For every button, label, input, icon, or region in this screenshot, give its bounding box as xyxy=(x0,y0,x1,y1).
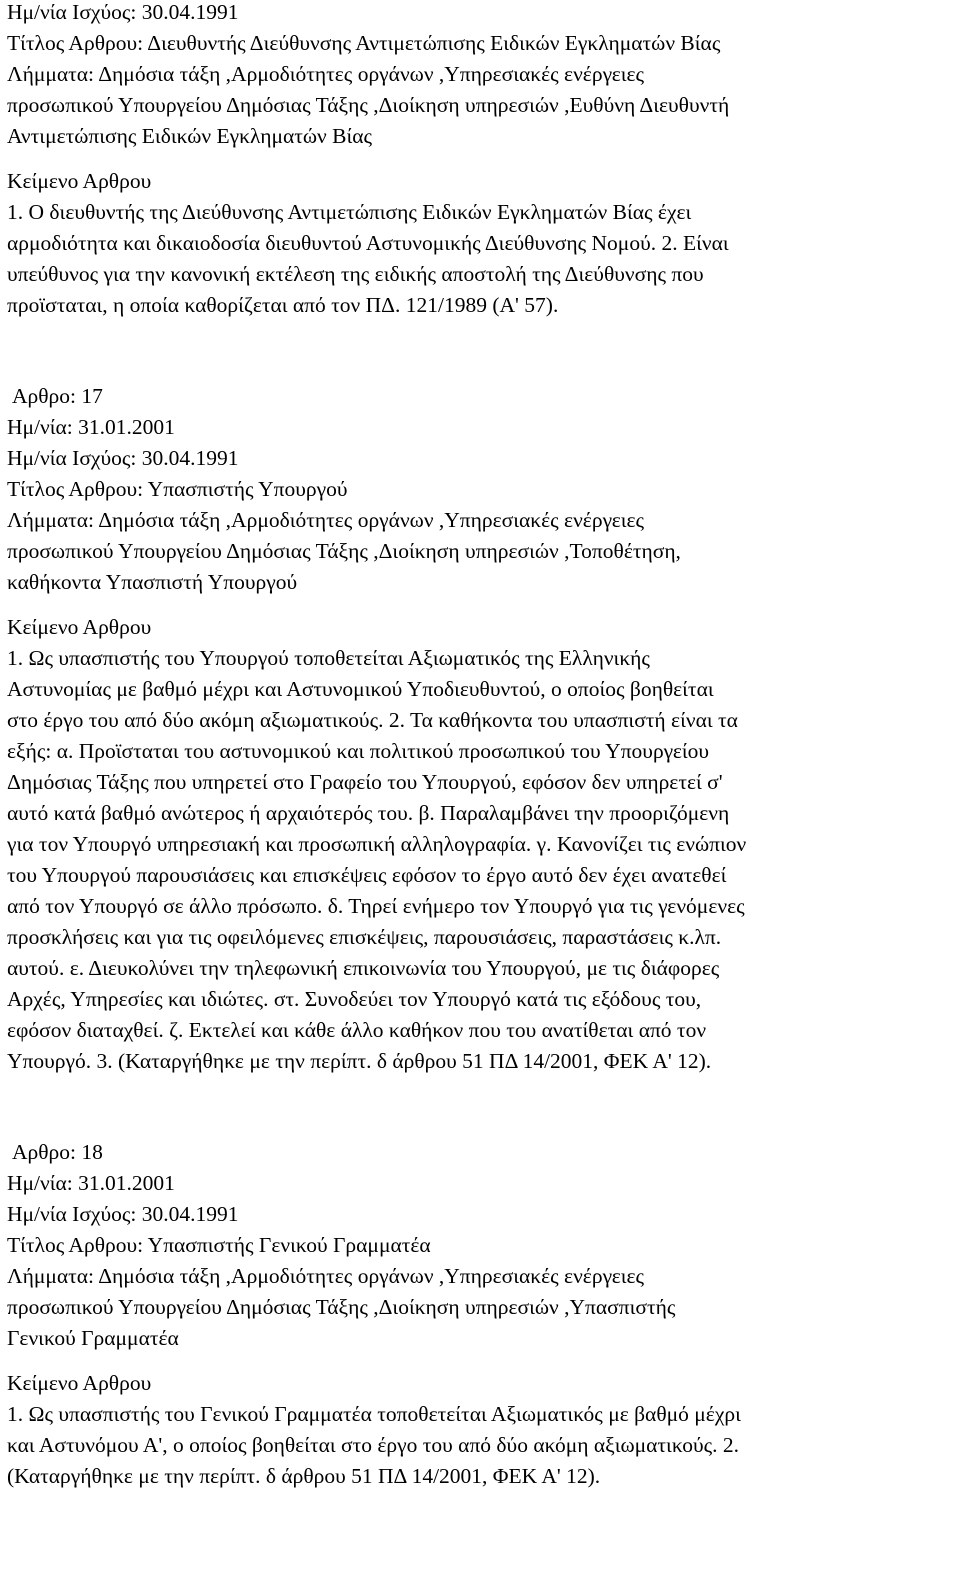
article-16 xyxy=(7,0,955,321)
body-line: προσκλήσεις και για τις οφειλόμενες επισκέψεις, παρουσιάσεις, παραστάσεις κ.λπ. xyxy=(7,925,722,949)
keywords-line: Λήμματα: Δημόσια τάξη ,Αρμοδιότητες οργάνων ,Υπηρεσιακές ενέργειες xyxy=(7,1264,645,1288)
article-title: Τίτλος Αρθρου: Υπασπιστής Γενικού Γραμματέα xyxy=(7,1233,431,1257)
effective-date: Ημ/νία Ισχύος: 30.04.1991 xyxy=(7,1202,239,1226)
body-line: υπεύθυνος για την κανονική εκτέλεση της ειδικής αποστολή της Διεύθυνσης που xyxy=(7,262,704,286)
body-line: για τον Υπουργό υπηρεσιακή και προσωπική αλληλογραφία. γ. Κανονίζει τις ενώπιον xyxy=(7,832,747,856)
effective-date: Ημ/νία Ισχύος: 30.04.1991 xyxy=(7,446,239,470)
keywords-line: Αντιμετώπισης Ειδικών Εγκληματών Βίας xyxy=(7,124,373,148)
article-17 xyxy=(7,381,955,1077)
body-line: αρμοδιότητα και δικαιοδοσία διευθυντού Αστυνομικής Διεύθυνσης Νομού. 2. Είναι xyxy=(7,231,729,255)
article-heading: Αρθρο: 17 xyxy=(12,384,103,408)
body-line: αυτού. ε. Διευκολύνει την τηλεφωνική επικοινωνία του Υπουργού, με τις διάφορες xyxy=(7,956,720,980)
body-line: (Καταργήθηκε με την περίπτ. δ άρθρου 51 ΠΔ 14/2001, ΦΕΚ Α' 12). xyxy=(7,1464,601,1488)
article-date: Ημ/νία: 31.01.2001 xyxy=(7,1171,175,1195)
spacer xyxy=(7,1077,955,1137)
keywords-line: Γενικού Γραμματέα xyxy=(7,1326,179,1350)
text-heading: Κείμενο Αρθρου xyxy=(7,615,152,639)
keywords-line: καθήκοντα Υπασπιστή Υπουργού xyxy=(7,570,298,594)
spacer xyxy=(7,598,955,612)
article-date: Ημ/νία: 31.01.2001 xyxy=(7,415,175,439)
text-heading: Κείμενο Αρθρου xyxy=(7,1371,152,1395)
article-18 xyxy=(7,1137,955,1492)
body-line: Δημόσιας Τάξης που υπηρετεί στο Γραφείο του Υπουργού, εφόσον δεν υπηρετεί σ' xyxy=(7,770,723,794)
body-line: 1. Ως υπασπιστής του Υπουργού τοποθετείται Αξιωματικός της Ελληνικής xyxy=(7,646,650,670)
body-line: Αρχές, Υπηρεσίες και ιδιώτες. στ. Συνοδεύει τον Υπουργό κατά τις εξόδους του, xyxy=(7,987,702,1011)
document-page xyxy=(7,0,955,1492)
keywords-line: προσωπικού Υπουργείου Δημόσιας Τάξης ,Διοίκηση υπηρεσιών ,Τοποθέτηση, xyxy=(7,539,681,563)
article-title: Τίτλος Αρθρου: Διευθυντής Διεύθυνσης Αντιμετώπισης Ειδικών Εγκληματών Βίας xyxy=(7,31,721,55)
keywords-line: Λήμματα: Δημόσια τάξη ,Αρμοδιότητες οργάνων ,Υπηρεσιακές ενέργειες xyxy=(7,62,645,86)
spacer xyxy=(7,321,955,381)
effective-date: Ημ/νία Ισχύος: 30.04.1991 xyxy=(7,0,239,24)
body-line: 1. Ο διευθυντής της Διεύθυνσης Αντιμετώπισης Ειδικών Εγκληματών Βίας έχει xyxy=(7,200,692,224)
keywords-line: Λήμματα: Δημόσια τάξη ,Αρμοδιότητες οργάνων ,Υπηρεσιακές ενέργειες xyxy=(7,508,645,532)
body-line: εφόσον διαταχθεί. ζ. Εκτελεί και κάθε άλλο καθήκον που του ανατίθεται από τον xyxy=(7,1018,707,1042)
body-line: του Υπουργού παρουσιάσεις και επισκέψεις εφόσον το έργο αυτό δεν έχει ανατεθεί xyxy=(7,863,727,887)
body-line: 1. Ως υπασπιστής του Γενικού Γραμματέα τοποθετείται Αξιωματικός με βαθμό μέχρι xyxy=(7,1402,741,1426)
body-line: Υπουργό. 3. (Καταργήθηκε με την περίπτ. δ άρθρου 51 ΠΔ 14/2001, ΦΕΚ Α' 12). xyxy=(7,1049,712,1073)
body-line: στο έργο του από δύο ακόμη αξιωματικούς. 2. Τα καθήκοντα του υπασπιστή είναι τα xyxy=(7,708,738,732)
article-heading: Αρθρο: 18 xyxy=(12,1140,103,1164)
article-title: Τίτλος Αρθρου: Υπασπιστής Υπουργού xyxy=(7,477,348,501)
keywords-line: προσωπικού Υπουργείου Δημόσιας Τάξης ,Διοίκηση υπηρεσιών ,Ευθύνη Διευθυντή xyxy=(7,93,730,117)
body-line: Αστυνομίας με βαθμό μέχρι και Αστυνομικού Υποδιευθυντού, ο οποίος βοηθείται xyxy=(7,677,714,701)
body-line: προϊσταται, η οποία καθορίζεται από τον ΠΔ. 121/1989 (Α' 57). xyxy=(7,293,559,317)
body-line: και Αστυνόμου Α', ο οποίος βοηθείται στο έργο του από δύο ακόμη αξιωματικούς. 2. xyxy=(7,1433,739,1457)
body-line: αυτό κατά βαθμό ανώτερος ή αρχαιότερός του. β. Παραλαμβάνει την προοριζόμενη xyxy=(7,801,730,825)
text-heading: Κείμενο Αρθρου xyxy=(7,169,152,193)
body-line: από τον Υπουργό σε άλλο πρόσωπο. δ. Τηρεί ενήμερο τον Υπουργό για τις γενόμενες xyxy=(7,894,745,918)
spacer xyxy=(7,1354,955,1368)
spacer xyxy=(7,152,955,166)
body-line: εξής: α. Προϊσταται του αστυνομικού και πολιτικού προσωπικού του Υπουργείου xyxy=(7,739,710,763)
keywords-line: προσωπικού Υπουργείου Δημόσιας Τάξης ,Διοίκηση υπηρεσιών ,Υπασπιστής xyxy=(7,1295,676,1319)
